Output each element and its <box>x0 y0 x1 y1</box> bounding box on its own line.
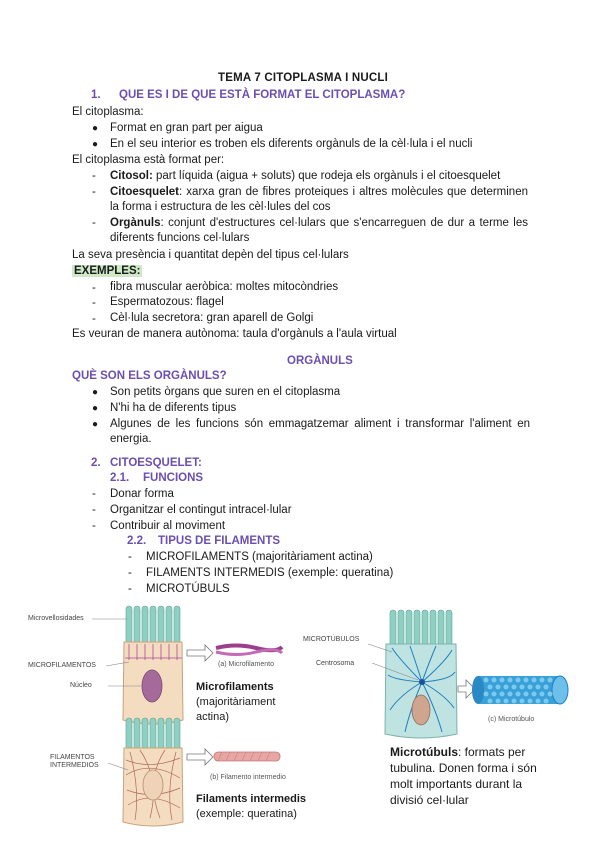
examples-label: EXEMPLES: <box>74 265 141 277</box>
dash-icon: - <box>92 488 96 500</box>
label-microfilamentos: MICROFILAMENTOS <box>28 662 96 669</box>
paragraph: El citoplasma està format per: <box>72 154 225 166</box>
dash-icon: - <box>92 313 96 325</box>
page-title: TEMA 7 CITOPLASMA I NUCLI <box>218 72 389 84</box>
definition: : conjunt d'estructures cel·lulars que s'encarreguen de dur a terme les diferents funcions cel·lulars <box>110 217 528 244</box>
intermediate-title: Filaments intermedis <box>196 793 307 805</box>
label-nucleo: Núcleo <box>70 682 92 689</box>
section-2-2-heading: TIPUS DE FILAMENTS <box>158 535 281 547</box>
list-item: fibra muscular aeròbica: moltes mitocòndries <box>110 281 339 293</box>
section-2-1-number: 2.1. <box>110 472 130 484</box>
label-centrosoma: Centrosoma <box>316 660 355 667</box>
label-filamentos: FILAMENTOS <box>50 754 95 761</box>
bullet-icon: ● <box>92 123 99 134</box>
term: Orgànuls <box>110 217 161 229</box>
que-son-heading: QUÈ SON ELS ORGÀNULS? <box>72 370 227 382</box>
section-1-number: 1. <box>91 89 101 101</box>
dash-icon: - <box>92 297 96 309</box>
intermediate-filament-strand <box>214 752 280 761</box>
list-item <box>110 185 528 215</box>
section-1-heading: QUE ES I DE QUE ESTÀ FORMAT EL CITOPLASMA? <box>119 89 406 101</box>
dash-icon: - <box>92 217 96 229</box>
dash-icon: - <box>92 282 96 294</box>
microtubules-title: Microtúbuls <box>390 745 458 759</box>
microtubules-caption <box>390 745 525 759</box>
label-intermedios: INTERMEDIOS <box>50 762 99 769</box>
list-item <box>110 216 528 246</box>
paragraph: La seva presència i quantitat depèn del tipus cel·lulars <box>72 249 349 261</box>
list-item: Donar forma <box>110 488 174 500</box>
caption-a: (a) Microfilamento <box>218 661 275 668</box>
section-2-2-number: 2.2. <box>127 535 147 547</box>
list-item: Algunes de les funcions són emmagatzemar aliment i transformar l'aliment en energia. <box>110 418 530 445</box>
list-item: MICROFILAMENTS (majoritàriament actina) <box>146 551 373 563</box>
term: Citoesquelet <box>110 186 180 198</box>
definition: : xarxa gran de fibres proteiques i altres molècules que determinen la forma i estructura de les cèl·lules del cos <box>110 186 528 213</box>
dash-icon: - <box>92 520 96 532</box>
intermediate-sub: (exemple: queratina) <box>196 808 297 820</box>
list-item: FILAMENTS INTERMEDIS (exemple: queratina) <box>146 567 394 579</box>
cell-illustration-intermediate <box>123 718 183 826</box>
organuls-heading: ORGÀNULS <box>287 355 353 367</box>
microfilament-strand <box>216 646 282 655</box>
microtubules-text: : formats per <box>458 745 526 759</box>
list-item: Son petits òrgans que suren en el citoplasma <box>110 386 341 398</box>
list-item: Contribuir al moviment <box>110 520 226 532</box>
definition: part líquida (aigua + soluts) que rodeja els orgànuls i el citoesquelet <box>152 170 501 182</box>
bullet-icon: ● <box>92 419 99 430</box>
paragraph: El citoplasma: <box>72 106 144 118</box>
dash-icon: - <box>128 551 132 563</box>
section-2-number: 2. <box>91 457 101 469</box>
microtubules-text-2: tubulina. Donen forma i són <box>390 761 537 775</box>
list-item: Espermatozous: flagel <box>110 296 224 308</box>
bullet-icon: ● <box>92 139 99 150</box>
microtubules-text-3: molt importants durant la <box>390 777 523 791</box>
list-item <box>110 170 500 182</box>
bullet-icon: ● <box>92 403 99 414</box>
caption-c: (c) Microtúbulo <box>488 716 535 723</box>
list-item: Cèl·lula secretora: gran aparell de Golgi <box>110 312 314 324</box>
cytoskeleton-figure <box>0 600 600 848</box>
cell-illustration-microtubules <box>385 610 457 738</box>
label-microtubulos: MICROTÚBULOS <box>303 636 360 643</box>
dash-icon: - <box>92 170 96 182</box>
label-microvellositats: Microvellosidades <box>28 615 84 622</box>
cell-illustration-microfilaments <box>123 606 183 724</box>
bullet-icon: ● <box>92 387 99 398</box>
microfilaments-title: Microfilaments <box>196 681 274 693</box>
microfilaments-sub-2: actina) <box>196 711 230 723</box>
dash-icon: - <box>92 186 96 198</box>
microtubules-text-4: divisió cel·lular <box>390 793 469 807</box>
caption-b: (b) Filamento intermedio <box>210 774 286 781</box>
paragraph: Es veuran de manera autònoma: taula d'orgànuls a l'aula virtual <box>72 328 397 340</box>
dash-icon: - <box>128 583 132 595</box>
microtubule-cylinder <box>472 676 568 704</box>
dash-icon: - <box>92 504 96 516</box>
list-item: MICROTÚBULS <box>146 583 230 595</box>
list-item: En el seu interior es troben els diferents orgànuls de la cèl·lula i el nucli <box>110 138 473 150</box>
section-2-1-heading: FUNCIONS <box>143 472 204 484</box>
dash-icon: - <box>128 567 132 579</box>
list-item: Format en gran part per aigua <box>110 122 263 134</box>
list-item: N'hi ha de diferents tipus <box>110 402 237 414</box>
section-2-heading: CITOESQUELET: <box>110 457 202 469</box>
list-item: Organitzar el contingut intracel·lular <box>110 504 292 516</box>
term: Citosol: <box>110 170 153 182</box>
microfilaments-sub-1: (majoritàriament <box>196 696 276 708</box>
